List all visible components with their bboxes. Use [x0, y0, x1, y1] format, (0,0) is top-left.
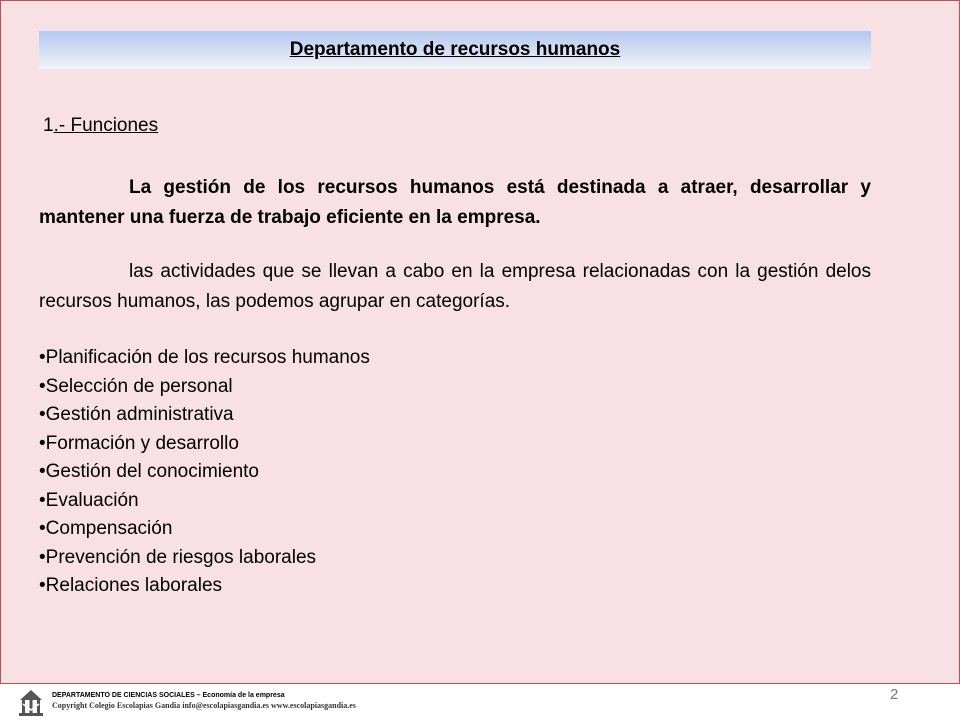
section-heading: [43, 115, 158, 137]
bold-paragraph: [39, 173, 871, 233]
list-item: •Evaluación: [39, 489, 139, 511]
list-item: •Gestión administrativa: [39, 404, 234, 425]
list-item: •Relaciones laborales: [39, 575, 223, 596]
section-label: .- Funciones: [53, 115, 159, 136]
footer-department: DEPARTAMENTO DE CIENCIAS SOCIALES – Economía de la empresa: [52, 692, 285, 699]
footer: [0, 684, 960, 720]
section-number: 1: [43, 115, 54, 136]
bold-paragraph-text: La gestión de los recursos humanos está destinada a atraer, desarrollar y mantener una fuerza de trabajo eficiente en la empresa.: [39, 177, 871, 228]
list-item: •Gestión del conocimiento: [39, 461, 259, 482]
slide-title: Departamento de recursos humanos: [289, 39, 621, 60]
title-bar: [39, 31, 871, 69]
school-crest-icon: [16, 688, 46, 718]
normal-paragraph: [39, 257, 871, 317]
category-list: [39, 344, 370, 601]
list-item: •Selección de personal: [39, 375, 233, 397]
list-item: •Compensación: [39, 518, 173, 539]
normal-paragraph-text: las actividades que se llevan a cabo en la empresa relacionadas con la gestión delos recursos humanos, las podemos agrupar en categorías.: [39, 261, 871, 312]
list-item: •Formación y desarrollo: [39, 432, 239, 454]
footer-copyright: Copyright Colegio Escolapias Gandia info@escolapiasgandia.es www.escolapiasgandia.es: [52, 701, 356, 710]
page-number: 2: [890, 686, 899, 703]
list-item: •Planificación de los recursos humanos: [39, 347, 370, 368]
list-item: •Prevención de riesgos laborales: [39, 546, 317, 568]
